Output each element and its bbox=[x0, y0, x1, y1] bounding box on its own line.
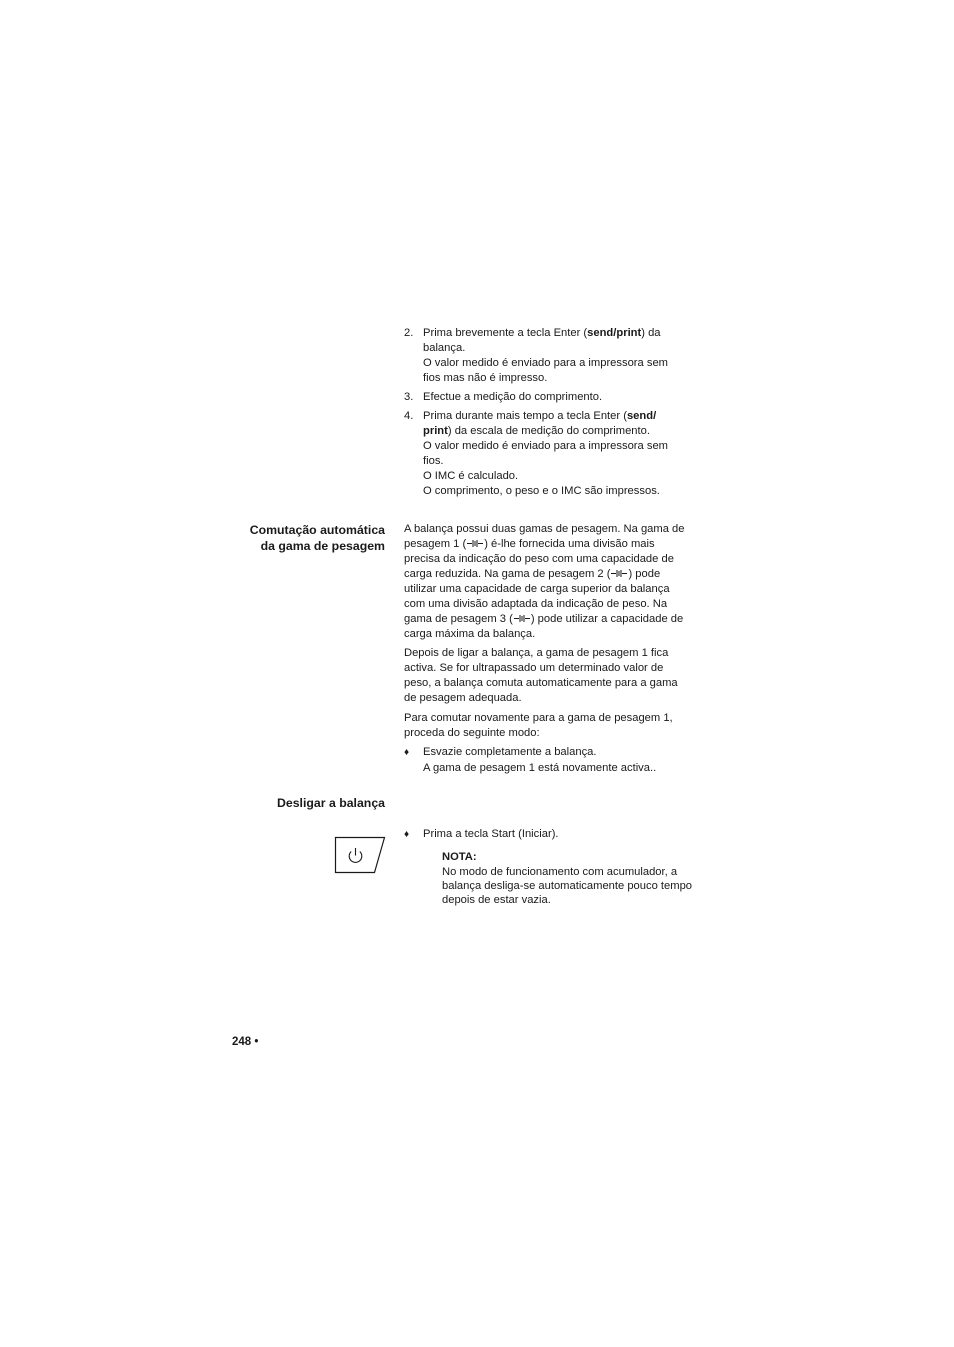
bullet-icon: ♦ bbox=[404, 829, 410, 840]
key-name: send/print bbox=[587, 327, 642, 339]
heading-line: da gama de pesagem bbox=[260, 539, 385, 553]
paragraph-part: ) pode utilizar a capacidade de carga máxima da balança. bbox=[404, 613, 684, 640]
note-text: No modo de funcionamento com acumulador, a balança desliga-se automaticamente pouco tempo depois de estar vazia. bbox=[442, 866, 693, 906]
paragraph: Depois de ligar a balança, a gama de pesagem 1 fica activa. Se for ultrapassado um determinado valor de peso, a balança comuta automaticamente para a gama de pesagem adequada. bbox=[404, 647, 678, 704]
heading-line: Comutação automática bbox=[249, 523, 385, 537]
paragraph bbox=[404, 522, 692, 642]
step-text-part: Prima durante mais tempo a tecla Enter ( bbox=[423, 410, 627, 422]
note-label: NOTA: bbox=[442, 851, 477, 863]
weighing-range-icon bbox=[513, 614, 531, 623]
step-text bbox=[423, 326, 683, 386]
instruction-text: Prima a tecla Start (Iniciar). bbox=[423, 828, 559, 840]
section-heading bbox=[185, 522, 385, 554]
step-result: O valor medido é enviado para a impressora sem fios. bbox=[423, 440, 668, 467]
paragraph: Para comutar novamente para a gama de pesagem 1, proceda do seguinte modo: bbox=[404, 712, 673, 739]
instruction-result: A gama de pesagem 1 está novamente activa.. bbox=[423, 762, 657, 774]
step-result: O valor medido é enviado para a impressora sem fios mas não é impresso. bbox=[423, 357, 668, 384]
start-key-icon bbox=[334, 836, 386, 874]
step-number: 4. bbox=[404, 410, 414, 422]
step-text: Efectue a medição do comprimento. bbox=[423, 391, 603, 403]
section-heading: Desligar a balança bbox=[277, 796, 385, 810]
step-number: 3. bbox=[404, 391, 414, 403]
step-result: O comprimento, o peso e o IMC são impressos. bbox=[423, 485, 660, 497]
bullet-icon: ♦ bbox=[404, 747, 410, 758]
step-text-part: ) da escala de medição do comprimento. bbox=[447, 425, 650, 437]
step-text-part: ) da balança. bbox=[423, 327, 661, 354]
page-number: 248 • bbox=[232, 1036, 259, 1048]
step-number: 2. bbox=[404, 327, 414, 339]
step-result: O IMC é calculado. bbox=[423, 470, 519, 482]
paragraph-part: A balança possui duas gamas de pesagem. Na gama de pesagem 1 ( bbox=[404, 523, 685, 550]
weighing-range-icon bbox=[466, 539, 484, 548]
step-text bbox=[423, 409, 683, 499]
instruction-text: Esvazie completamente a balança. bbox=[423, 746, 597, 758]
paragraph-part: ) é-lhe fornecida uma divisão mais precisa da indicação do peso com uma capacidade de carga reduzida. Na gama de pesagem 2 ( bbox=[404, 538, 674, 580]
paragraph-part: ) pode utilizar uma capacidade de carga superior da balança com uma divisão adaptada da indicação de peso. Na gama de pesagem 3 ( bbox=[404, 568, 670, 625]
key-name: send/ print bbox=[423, 410, 657, 437]
step-text-part: Prima brevemente a tecla Enter ( bbox=[423, 327, 588, 339]
weighing-range-icon bbox=[610, 569, 628, 578]
